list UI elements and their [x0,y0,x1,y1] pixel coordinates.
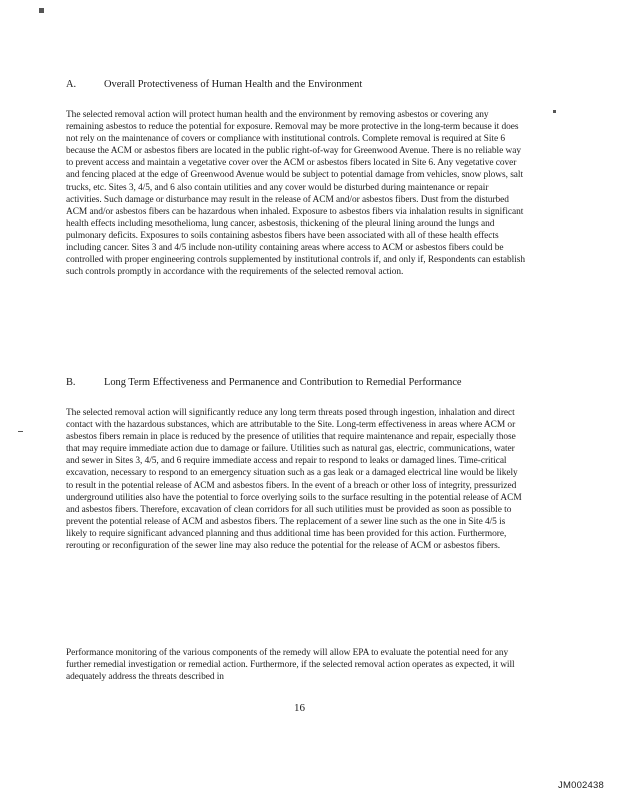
section-b-heading [66,377,462,388]
section-a-letter: A. [66,79,77,90]
section-a-title: Overall Protectiveness of Human Health and the Environment [104,79,363,90]
section-b-letter: B. [66,377,76,388]
section-a-paragraph: The selected removal action will protect human health and the environment by removing asbestos or covering any remaining asbestos to reduce the potential for exposure. Removal may be more protective in the long-term because it does not rely on the maintenance of covers or compliance with institutional controls. Complete removal is required at Site 6 because the ACM or asbestos fibers are located in the public right-of-way for Greenwood Avenue. There is no reliable way to prevent access and maintain a vegetative cover over the ACM or asbestos fibers located in Site 6. Any vegetative cover and fencing placed at the edge of Greenwood Avenue would be subject to potential damage from vehicles, snow plows, salt trucks, etc. Sites 3, 4/5, and 6 also contain utilities and any cover would be disturbed during maintenance or repair activities. Such damage or disturbance may result in the release of ACM and/or asbestos fibers. Dust from the disturbed ACM and/or asbestos fibers can be hazardous when inhaled. Exposure to asbestos fibers via inhalation results in significant health effects including mesothelioma, lung cancer, asbestosis, thickening of the pleural lining around the lungs and pulmonary deficits. Exposures to soils containing asbestos fibers have been associated with all of these health effects including cancer. Sites 3 and 4/5 include non-utility containing areas where access to ACM or asbestos fibers could be controlled with proper engineering controls supplemented by institutional controls if, and only if, Respondents can establish such controls promptly in accordance with the requirements of the selected removal action. [66,110,526,278]
scan-mark [39,8,44,13]
bates-number: JM002438 [558,780,604,791]
section-b-title: Long Term Effectiveness and Permanence and Contribution to Remedial Performance [104,377,462,388]
section-a-heading [66,79,362,90]
section-b-paragraph-2: Performance monitoring of the various components of the remedy will allow EPA to evaluate the potential need for any further remedial investigation or remedial action. Furthermore, if the selected removal action operates as expected, it will adequately address the threats described in [66,648,515,683]
page-number: 16 [294,702,305,714]
scan-mark [553,110,556,113]
section-b-paragraph-1: The selected removal action will significantly reduce any long term threats posed through ingestion, inhalation and direct contact with the hazardous substances, which are attributable to the Site. Long-term effectiveness in areas where ACM or asbestos fibers remain in place is reduced by the presence of utilities that require maintenance and repair, especially those that may require immediate action due to damage or failure. Utilities such as natural gas, electric, communications, water and sewer in Sites 3, 4/5, and 6 require immediate access and repair to respond to leaks or damaged lines. Time-critical excavation, necessary to respond to an emergency situation such as a gas leak or a damaged electrical line would be likely to result in the potential release of ACM and asbestos fibers. In the event of a breach or other loss of integrity, pressurized underground utilities also have the potential to force overlying soils to the surface resulting in the potential release of ACM and asbestos fibers. Therefore, excavation of clean corridors for all such utilities must be provided as soon as possible to prevent the potential release of ACM and asbestos fibers. The replacement of a sewer line such as the one in Site 4/5 is likely to require significant advanced planning and thus additional time has been provided for this action. Furthermore, rerouting or reconfiguration of the sewer line may also reduce the potential for the release of ACM or asbestos fibers. [66,408,522,552]
scan-mark [18,431,23,432]
